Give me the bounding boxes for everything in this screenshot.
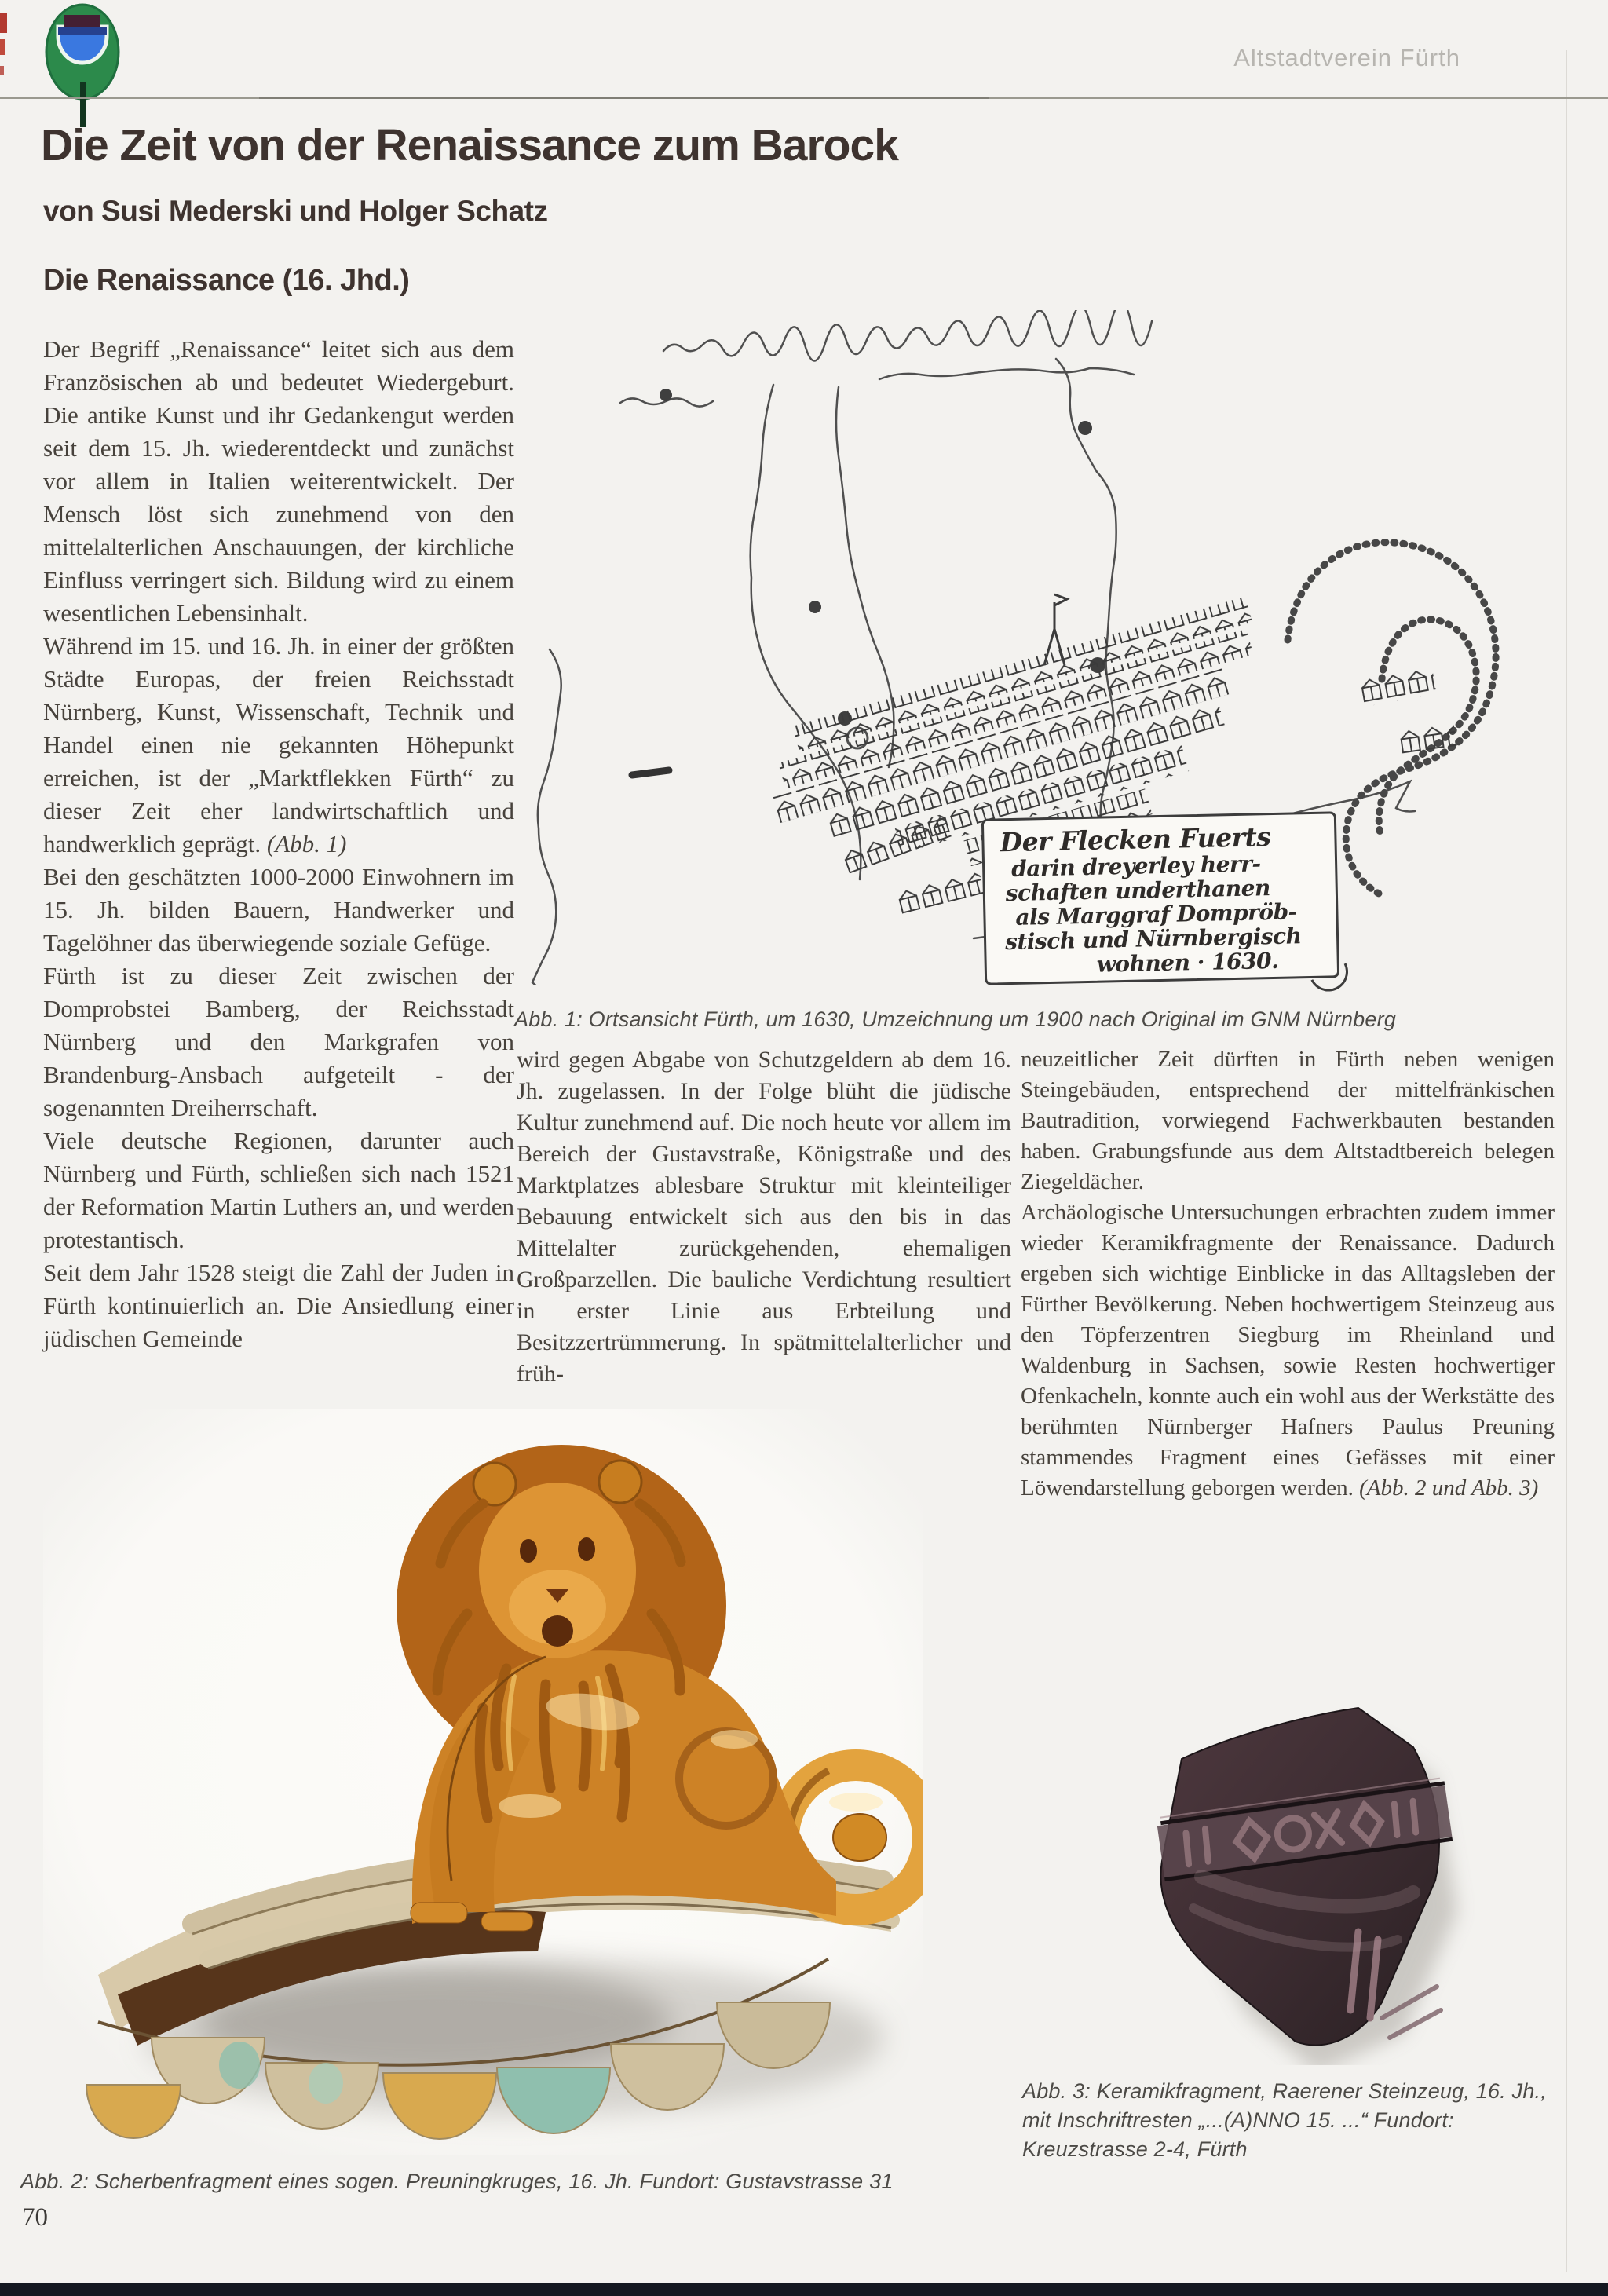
scan-artifact-red-mark: [0, 66, 4, 75]
left-text-column: [43, 333, 514, 1355]
bridge-mark: [632, 770, 669, 775]
publication-name: Altstadtverein Fürth: [1233, 44, 1460, 71]
paragraph: neuzeitlicher Zeit dürften in Fürth neben wenigen Steingebäuden, entsprechend der mittelfränkischen Bautradition, vorwiegend Fachwerkbauten bestanden haben. Grabungsfunde aus dem Altstadtbereich belegen Ziegeldächer.: [1021, 1047, 1555, 1194]
cartouche-line: schaften underthanen: [1005, 875, 1271, 907]
scan-artifact-red-mark: [0, 13, 7, 33]
paragraph-text: Während im 15. und 16. Jh. in einer der größten Städte Europas, der freien Reichsstadt Nürnberg, Kunst, Wissenschaft, Technik und Handel einen nie gekannten Höhepunkt erreichen, ist der „Marktflekken Fürth“ zu dieser Zeit eher landwirtschaftlich und handwerklich geprägt.: [43, 632, 514, 857]
tulip-goblet-logo-icon: [41, 3, 135, 133]
paragraph: Fürth ist zu dieser Zeit zwischen der Domprobstei Bamberg, der Reichsstadt Nürnberg und den Markgrafen von Brandenburg-Ansbach aufgeteilt - der sogenannten Dreiherrschaft.: [43, 962, 514, 1121]
scan-bottom-bar: [0, 2283, 1608, 2296]
cartouche-line: als Marggraf Dompröb-: [1015, 898, 1298, 930]
header-rule-dark-segment: [259, 97, 989, 99]
right-text-column: [1021, 1044, 1555, 1504]
paragraph-text: Archäologische Untersuchungen erbrachten zudem immer wieder Keramikfragmente der Renaissance. Dadurch ergeben sich wichtige Einblicke in das Alltagsleben der Fürther Bevölkerung. Neben hochwertigem Steinzeug aus den Töpferzentren Siegburg im Rheinland und Waldenburg in Sachsen, sowie Resten hochwertiger Ofenkacheln, konnte auch ein wohl aus der Werkstätte des berühmten Nürnberger Hafners Paulus Preuning stammendes Fragment eines Gefässes mit einer Löwendarstellung geborgen werden.: [1021, 1200, 1555, 1501]
figure-reference: (Abb. 2 und Abb. 3): [1359, 1475, 1539, 1501]
paragraph: Seit dem Jahr 1528 steigt die Zahl der Juden in Fürth kontinuierlich an. Die Ansiedlung einer jüdischen Gemeinde: [43, 1259, 514, 1352]
figure-reference: (Abb. 1): [266, 830, 347, 857]
figure3-shard-photo: [1044, 1673, 1578, 2065]
paragraph: Der Begriff „Renaissance“ leitet sich aus dem Französischen ab und bedeutet Wiedergeburt. Die antike Kunst und ihr Gedankengut werden seit dem 15. Jh. wiederentdeckt und zunächst vor allem in Italien weiterentwickelt. Der Mensch löst sich zunehmend von den mittelalterlichen Anschauungen, der kirchliche Einfluss verringert sich. Bildung wird zu einem wesentlichen Lebensinhalt.: [43, 335, 514, 627]
figure2-lion-fragment-photo: [43, 1409, 923, 2155]
byline: von Susi Mederski und Holger Schatz: [43, 195, 548, 227]
cartouche-line: Der Flecken Fuerts: [1000, 821, 1271, 858]
middle-text-column: [517, 1044, 1011, 1390]
paragraph: Bei den geschätzten 1000-2000 Einwohnern im 15. Jh. bilden Bauern, Handwerker und Tagelöhner das überwiegende soziale Gefüge.: [43, 863, 514, 956]
cartouche-line: darin dreyerley herr-: [1010, 850, 1261, 882]
paragraph: [1021, 1197, 1555, 1504]
figure2-caption: Abb. 2: Scherbenfragment eines sogen. Preuningkruges, 16. Jh. Fundort: Gustavstrasse 31: [20, 2170, 894, 2193]
map-cartouche: [981, 811, 1339, 985]
section-heading: Die Renaissance (16. Jhd.): [43, 264, 410, 297]
altstadtverein-logo: [41, 3, 135, 133]
figure1-caption: Abb. 1: Ortsansicht Fürth, um 1630, Umzeichnung um 1900 nach Original im GNM Nürnberg: [514, 1007, 1396, 1031]
paragraph: Viele deutsche Regionen, darunter auch Nürnberg und Fürth, schließen sich nach 1521 der Reformation Martin Luthers an, und werden protestantisch.: [43, 1127, 514, 1253]
page-title: Die Zeit von der Renaissance zum Barock: [41, 120, 898, 170]
paragraph: wird gegen Abgabe von Schutzgeldern ab dem 16. Jh. zugelassen. In der Folge blüht die jüdische Kultur zunehmend auf. Die noch heute vor allem im Bereich der Gustavstraße, Königstraße und des Marktplatzes ablesbare Struktur mit kleinteiliger Bebauung entwickelt sich aus den bis in das Mittelalter zurückgehenden, ehemaligen Großparzellen. Die bauliche Verdichtung resultiert in erster Linie aus Erbteilung und Besitzzertrümmerung. In spätmittelalterlicher und früh-: [517, 1047, 1011, 1387]
cartouche-line: stisch und Nürnbergisch: [1004, 923, 1302, 956]
page-number: 70: [22, 2203, 48, 2232]
scan-artifact-red-mark: [0, 39, 5, 55]
cartouche-line: wohnen · 1630.: [1096, 947, 1279, 978]
figure3-caption: Abb. 3: Keramikfragment, Raerener Steinzeug, 16. Jh., mit Inschriftresten „...(A)NNO 15. ...“ Fundort: Kreuzstrasse 2-4, Fürth: [1022, 2079, 1547, 2161]
paragraph: [43, 630, 514, 861]
